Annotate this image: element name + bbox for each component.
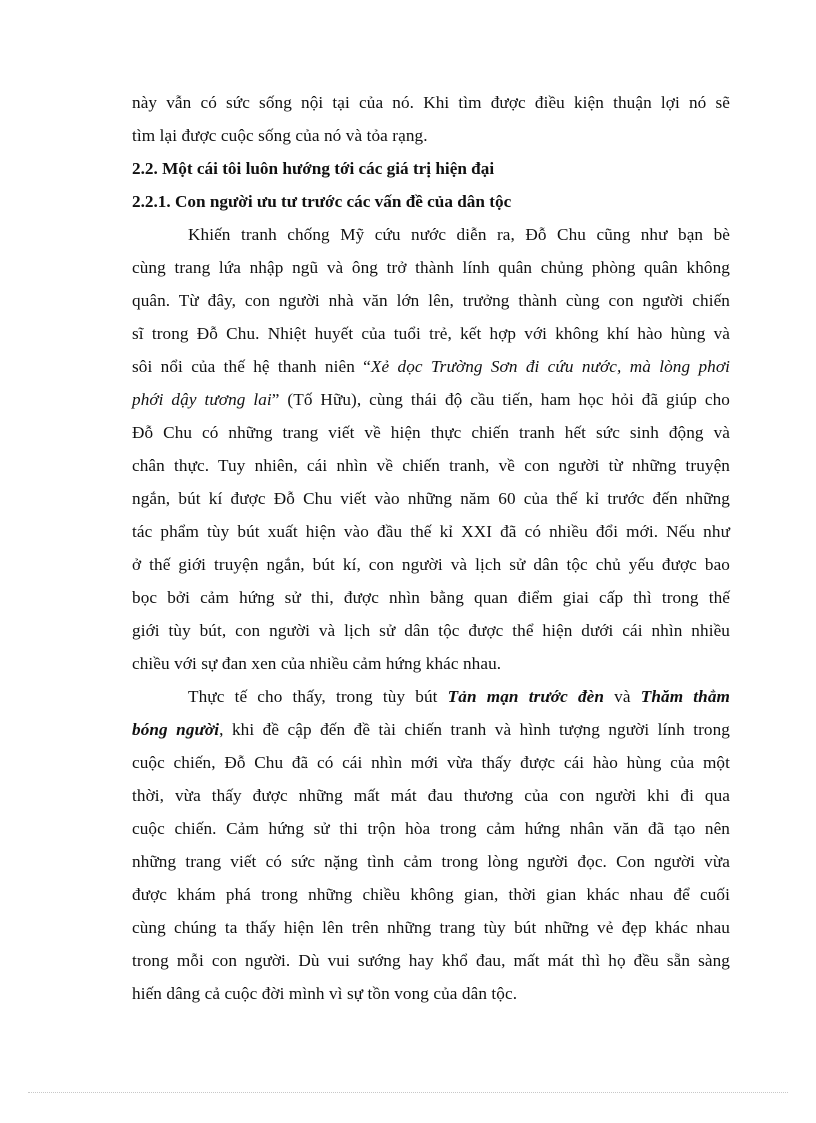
text-line: những trang viết có sức nặng tình cảm trong lòng người đọc. Con người vừa [132, 852, 730, 871]
text-line: được khám phá trong những chiều không gian, thời gian khác nhau để cuối [132, 885, 730, 904]
text-line: bọc bởi cảm hứng sử thi, được nhìn bằng quan điểm giai cấp thì trong thế [132, 588, 730, 607]
text-run: ” (Tố Hữu), cùng thái độ cầu tiến, ham học hỏi đã giúp cho [271, 390, 730, 409]
text-line: hiến dâng cả cuộc đời mình vì sự tồn vong của dân tộc. [132, 984, 518, 1003]
text-run: sôi nổi của thế hệ thanh niên “ [132, 357, 371, 376]
text-run: Thực tế cho thấy, trong tùy bút [188, 687, 448, 706]
text-line: trong mỗi con người. Dù vui sướng hay khổ đau, mất mát thì họ đều sẵn sàng [132, 951, 730, 970]
work-title: bóng người [132, 720, 220, 739]
text-line: tác phẩm tùy bút xuất hiện vào đầu thế kỉ XXI đã có nhiều đổi mới. Nếu như [132, 522, 730, 541]
text-run: và [604, 687, 641, 706]
text-line: Đỗ Chu có những trang viết về hiện thực chiến tranh hết sức sinh động và [132, 423, 730, 442]
text-line: giới tùy bút, con người và lịch sử dân tộc được thể hiện dưới cái nhìn nhiều [132, 621, 730, 640]
text-line: cuộc chiến. Cảm hứng sử thi trộn hòa trong cảm hứng nhân văn đã tạo nên [132, 819, 730, 838]
text-line: cùng chúng ta thấy hiện lên trên những trang tùy bút những vẻ đẹp khác nhau [132, 918, 730, 937]
text-line: quân. Từ đây, con người nhà văn lớn lên, trưởng thành cùng con người chiến [132, 291, 730, 310]
text-line [132, 720, 730, 740]
text-line: chân thực. Tuy nhiên, cái nhìn về chiến tranh, về con người từ những truyện [132, 456, 730, 475]
quoted-verse: phới dậy tương lai [132, 390, 272, 409]
quoted-verse: Xẻ dọc Trường Sơn đi cứu nước, mà lòng phơi [370, 357, 730, 376]
text-run: , khi đề cập đến đề tài chiến tranh và hình tượng người lính trong [219, 720, 730, 739]
section-heading: 2.2. Một cái tôi luôn hướng tới các giá trị hiện đại [132, 159, 495, 178]
text-line: Khiến tranh chống Mỹ cứu nước diễn ra, Đỗ Chu cũng như bạn bè [188, 225, 730, 244]
text-line [132, 357, 730, 377]
text-line [188, 687, 730, 707]
page-bottom-divider [28, 1092, 788, 1093]
text-line: ngắn, bút kí được Đỗ Chu viết vào những năm 60 của thế kỉ trước đến những [132, 489, 730, 508]
text-line: ở thế giới truyện ngắn, bút kí, con người và lịch sử dân tộc chủ yếu được bao [132, 555, 730, 574]
text-line [132, 390, 730, 410]
text-line: cuộc chiến, Đỗ Chu đã có cái nhìn mới vừa thấy được cái hào hùng của một [132, 753, 730, 772]
text-line: này vẫn có sức sống nội tại của nó. Khi tìm được điều kiện thuận lợi nó sẽ [132, 93, 730, 112]
work-title: Thăm thẳm [640, 687, 731, 706]
work-title: Tản mạn trước đèn [447, 687, 605, 706]
text-line: tìm lại được cuộc sống của nó và tỏa rạng. [132, 126, 428, 145]
text-line: thời, vừa thấy được những mất mát đau thương của con người khi đi qua [132, 786, 730, 805]
subsection-heading: 2.2.1. Con người ưu tư trước các vấn đề của dân tộc [132, 192, 512, 211]
text-line: cùng trang lứa nhập ngũ và ông trở thành lính quân chủng phòng quân không [132, 258, 730, 277]
text-line: chiều với sự đan xen của nhiều cảm hứng khác nhau. [132, 654, 502, 673]
text-line: sĩ trong Đỗ Chu. Nhiệt huyết của tuổi trẻ, kết hợp với không khí hào hùng và [132, 324, 730, 343]
